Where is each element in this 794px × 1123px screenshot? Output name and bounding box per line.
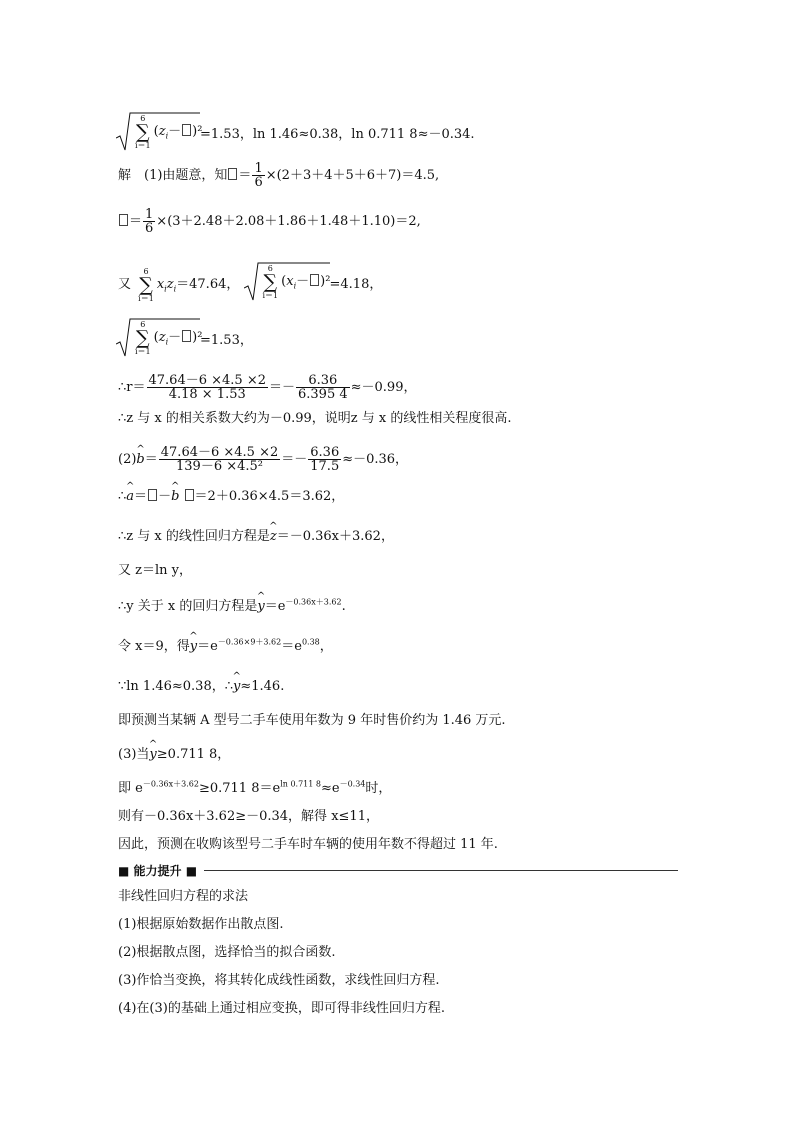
line-5: 6 ∑ $i=1(z_i- )^2$ =1.53，	[116, 318, 253, 358]
correlation-fraction: $\frac{47.64-6 \times 4.5 \times 2}{4.18 \times 1.53}$	[148, 373, 266, 402]
b-hat: ^ b	[171, 488, 179, 506]
line-9: ∴^ a＝ －^ b ＝2＋0.36×4.5＝3.62，	[118, 488, 344, 506]
line-14: ∵ln 1.46≈0.38，∴^ y≈1.46.	[118, 678, 284, 696]
line-17: 即 $e^{-0.36x+3.62}\ge 0.711$ $8=e^{ln 0.711 8}\approx e^{-0.34}$时，	[118, 779, 392, 796]
line-11: 又 z＝ln y，	[118, 563, 192, 578]
sum-symbol: 6 ∑ i＝1	[135, 320, 151, 356]
y-hat: ^ y	[190, 638, 197, 656]
z-hat: ^ z	[270, 528, 277, 546]
sum-symbol: 6 ∑ i＝1	[262, 264, 279, 300]
correlation-value-fraction: $\frac{6.36}{6.395 4}$	[298, 373, 348, 402]
y-hat: ^ y	[257, 598, 264, 616]
y-hat: ^ y	[233, 678, 240, 696]
line-1: 6 ∑ $i=1(z_i- )^2$ =1.53，ln 1.46≈0.38，ln 0.711 8≈－0.34.	[116, 112, 475, 152]
line-8: (2)^ b＝ $\frac{47.64-6 \times 4.5 \times 2}{\text{139－6 ×4.5²}}$ ＝－ $\frac{6.36}{17.5}$ ≈－0.36，	[118, 446, 408, 473]
slope-value-fraction: $\frac{6.36}{17.5}$	[310, 445, 340, 474]
line-18: 则有－0.36x＋3.62≥－0.34，解得 x≤11，	[118, 809, 379, 824]
line-3: ＝ $\frac{1}{6}$ ×(3＋2.48＋2.08＋1.86＋1.48＋1.10)＝2,	[118, 208, 421, 235]
line-13: 令 x＝9，得^ $y=e^{-0.36\times 9+3.62}=e^{0.38}$，	[118, 638, 333, 656]
sum-symbol: 6 ∑ i＝1	[135, 114, 151, 150]
method-title: 非线性回归方程的求法	[118, 889, 249, 904]
a-hat: ^ a	[126, 488, 134, 506]
section-header	[118, 862, 678, 878]
fraction-one-sixth: $\frac{1}{6}$	[145, 207, 154, 236]
line-6: ∴r＝ $\frac{47.64-6 \times 4.5 \times 2}{4.18 \times 1.53}$ ＝－ $\frac{6.36}{6.395 4}$ ≈－0.99，	[118, 373, 417, 402]
method-step-3: (3)作恰当变换，将其转化成线性函数，求线性回归方程.	[118, 973, 440, 988]
method-step-1: (1)根据原始数据作出散点图.	[118, 917, 284, 932]
sqrt-sum-x: 6 ∑ $i=1(x_i- )^2$	[244, 262, 330, 302]
sqrt-sum-z: 6 ∑ $i=1(z_i- )^2$	[116, 112, 200, 152]
line-2: 解 (1)由题意，知 ＝ $\frac{1}{6}$ ×(2＋3＋4＋5＋6＋7)＝4.5,	[118, 161, 440, 190]
method-step-2: (2)根据散点图，选择恰当的拟合函数.	[118, 945, 336, 960]
sum-symbol: 6 ∑ i＝1	[138, 266, 154, 303]
z-bar-placeholder	[119, 214, 128, 226]
section-divider	[204, 870, 678, 871]
line-16: (3)当^ y≥0.711 8，	[118, 746, 230, 764]
y-hat: ^ y	[149, 746, 156, 764]
method-step-4: (4)在(3)的基础上通过相应变换，即可得非线性回归方程.	[118, 1001, 445, 1016]
line-19: 因此，预测在收购该型号二手车时车辆的使用年数不得超过 11 年.	[118, 837, 498, 852]
b-hat: ^ b	[136, 451, 144, 469]
line-4: 又 6 ∑ $i=1x_iz_i=47.64$， 6 ∑ $i=1(x_i- )^2$ =4.18，	[118, 264, 383, 303]
x-bar-placeholder	[228, 168, 237, 180]
section-title: ■ 能力提升 ■	[118, 862, 201, 879]
slope-fraction: $\frac{47.64-6 \times 4.5 \times 2}{\text{139－6 ×4.5²}}$	[160, 445, 279, 474]
line-7: ∴z 与 x 的相关系数大约为－0.99，说明z 与 x 的线性相关程度很高.	[118, 411, 512, 426]
line-12: ∴y 关于 x 的回归方程是^ $y=e^{-0.36x+3.62}$.	[118, 598, 346, 616]
fraction-one-sixth: $\frac{1}{6}$	[254, 161, 263, 190]
line-15: 即预测当某辆 A 型号二手车使用年数为 9 年时售价约为 1.46 万元.	[118, 713, 506, 728]
sqrt-sum-z: 6 ∑ $i=1(z_i- )^2$	[116, 318, 200, 358]
line-10: ∴z 与 x 的线性回归方程是^ z＝－0.36x＋3.62，	[118, 528, 394, 546]
